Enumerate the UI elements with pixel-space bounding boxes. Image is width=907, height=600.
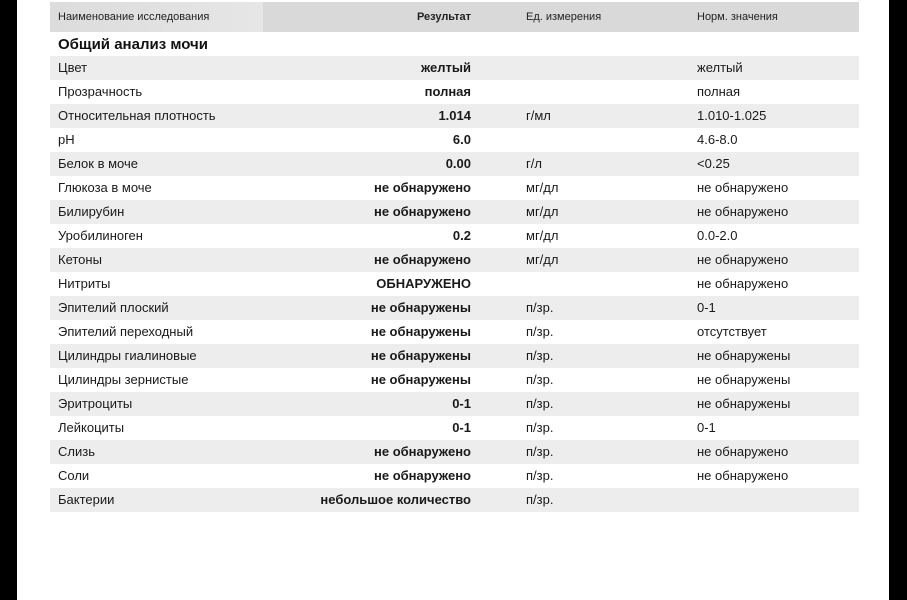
table-row [50, 176, 859, 200]
table-row [50, 80, 859, 104]
cell-unit: п/зр. [526, 468, 554, 483]
cell-norm: отсутствует [697, 324, 767, 339]
cell-result: не обнаружено [374, 444, 471, 459]
header-norm: Норм. значения [697, 11, 778, 23]
cell-result: полная [424, 84, 471, 99]
cell-name: Эпителий плоский [58, 300, 169, 315]
table-row [50, 488, 859, 512]
cell-name: pH [58, 132, 75, 147]
table-row [50, 56, 859, 80]
cell-norm: не обнаружены [697, 396, 791, 411]
cell-unit: п/зр. [526, 396, 554, 411]
cell-result: не обнаружено [374, 468, 471, 483]
cell-unit: п/зр. [526, 492, 554, 507]
cell-result: желтый [421, 60, 471, 75]
table-row [50, 440, 859, 464]
cell-unit: п/зр. [526, 348, 554, 363]
cell-norm: не обнаружено [697, 204, 789, 219]
cell-result: не обнаружено [374, 204, 471, 219]
cell-unit: мг/дл [526, 228, 559, 243]
cell-unit: г/мл [526, 108, 551, 123]
cell-name: Кетоны [58, 252, 102, 267]
cell-result: небольшое количество [320, 492, 471, 507]
cell-name: Эпителий переходный [58, 324, 194, 339]
cell-name: Соли [58, 468, 90, 483]
table-row [50, 200, 859, 224]
cell-unit: п/зр. [526, 420, 554, 435]
cell-unit: мг/дл [526, 252, 559, 267]
table-row [50, 392, 859, 416]
cell-result: 1.014 [438, 108, 471, 123]
cell-unit: п/зр. [526, 300, 554, 315]
cell-unit: мг/дл [526, 204, 559, 219]
table-row [50, 344, 859, 368]
cell-unit: п/зр. [526, 324, 554, 339]
header-unit: Ед. измерения [526, 11, 602, 23]
results-table [50, 2, 859, 512]
cell-name: Прозрачность [58, 84, 143, 99]
cell-unit [471, 56, 641, 80]
cell-name: Глюкоза в моче [58, 180, 152, 195]
cell-name: Нитриты [58, 276, 111, 291]
table-body [50, 56, 859, 512]
section-title: Общий анализ мочи [58, 36, 208, 53]
table-row [50, 128, 859, 152]
table-row [50, 224, 859, 248]
cell-norm: 0-1 [697, 300, 716, 315]
cell-result: ОБНАРУЖЕНО [376, 276, 471, 291]
cell-norm: не обнаружены [697, 348, 791, 363]
cell-norm [641, 488, 859, 512]
cell-norm: не обнаружено [697, 444, 789, 459]
table-row [50, 368, 859, 392]
cell-norm: желтый [697, 60, 743, 75]
table-row [50, 464, 859, 488]
table-row [50, 416, 859, 440]
cell-unit [471, 272, 641, 296]
table-header [50, 2, 859, 32]
cell-result: 6.0 [452, 132, 471, 147]
cell-name: Билирубин [58, 204, 125, 219]
cell-norm: не обнаружено [697, 252, 789, 267]
cell-unit: г/л [526, 156, 542, 171]
table-row [50, 320, 859, 344]
cell-result: не обнаружено [374, 252, 471, 267]
cell-unit [471, 128, 641, 152]
cell-name: Уробилиноген [58, 228, 143, 243]
cell-name: Белок в моче [58, 156, 138, 171]
cell-name: Цилиндры гиалиновые [58, 348, 197, 363]
cell-unit [471, 80, 641, 104]
cell-norm: не обнаружено [697, 276, 789, 291]
cell-name: Цилиндры зернистые [58, 372, 189, 387]
cell-name: Бактерии [58, 492, 115, 507]
cell-norm: 0-1 [697, 420, 716, 435]
table-row [50, 248, 859, 272]
cell-name: Цвет [58, 60, 88, 75]
cell-result: 0.00 [445, 156, 471, 171]
cell-result: 0.2 [452, 228, 471, 243]
table-row [50, 104, 859, 128]
cell-norm: не обнаружены [697, 372, 791, 387]
cell-result: не обнаружены [370, 372, 471, 387]
header-result: Результат [416, 11, 471, 23]
cell-name: Эритроциты [58, 396, 133, 411]
cell-name: Относительная плотность [58, 108, 216, 123]
cell-result: 0-1 [452, 420, 471, 435]
cell-norm: не обнаружено [697, 180, 789, 195]
cell-result: не обнаружены [370, 348, 471, 363]
cell-result: не обнаружены [370, 300, 471, 315]
cell-name: Слизь [58, 444, 95, 459]
cell-norm: 0.0-2.0 [697, 228, 738, 243]
cell-norm: <0.25 [697, 156, 730, 171]
cell-unit: п/зр. [526, 444, 554, 459]
report-page [17, 0, 889, 600]
cell-result: не обнаружены [370, 324, 471, 339]
table-row [50, 152, 859, 176]
cell-norm: не обнаружено [697, 468, 789, 483]
cell-unit: п/зр. [526, 372, 554, 387]
cell-name: Лейкоциты [58, 420, 125, 435]
cell-norm: 1.010-1.025 [697, 108, 767, 123]
cell-result: не обнаружено [374, 180, 471, 195]
cell-norm: 4.6-8.0 [697, 132, 738, 147]
cell-unit: мг/дл [526, 180, 559, 195]
cell-norm: полная [697, 84, 741, 99]
header-name: Наименование исследования [50, 2, 263, 32]
cell-result: 0-1 [452, 396, 471, 411]
table-row [50, 272, 859, 296]
table-row [50, 296, 859, 320]
